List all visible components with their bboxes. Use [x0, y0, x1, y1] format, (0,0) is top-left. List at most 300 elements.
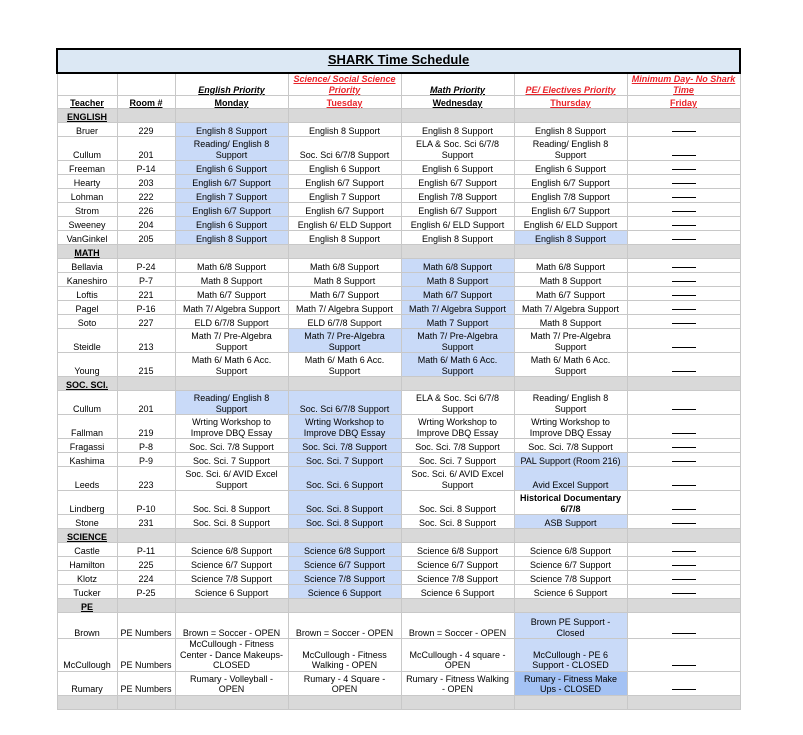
priority-header: Math Priority: [401, 73, 514, 96]
friday-cell: [627, 123, 740, 137]
table-row: [57, 287, 740, 301]
schedule-cell: Math 8 Support: [514, 315, 627, 329]
schedule-cell: Science 7/8 Support: [514, 571, 627, 585]
teacher-cell: Fragassi: [57, 439, 117, 453]
table-row: [57, 543, 740, 557]
section-filler: [175, 109, 288, 123]
schedule-cell: Math 6/ Math 6 Acc. Support: [401, 353, 514, 377]
schedule-cell: English 6/7 Support: [401, 203, 514, 217]
teacher-cell: Castle: [57, 543, 117, 557]
schedule-cell: Math 6/7 Support: [401, 287, 514, 301]
room-cell: P-16: [117, 301, 175, 315]
schedule-cell: Reading/ English 8 Support: [175, 137, 288, 161]
section-filler: [401, 695, 514, 709]
friday-blank: [672, 211, 696, 212]
schedule-cell: Math 6/7 Support: [514, 287, 627, 301]
friday-cell: [627, 329, 740, 353]
friday-blank: [672, 633, 696, 634]
schedule-cell: Math 6/7 Support: [288, 287, 401, 301]
schedule-cell: Soc. Sci. 6/ AVID Excel Support: [175, 467, 288, 491]
schedule-cell: Math 7/ Pre-Algebra Support: [514, 329, 627, 353]
friday-cell: [627, 543, 740, 557]
schedule-cell: Brown PE Support - Closed: [514, 613, 627, 639]
schedule-cell: Brown = Soccer - OPEN: [288, 613, 401, 639]
table-row: [57, 439, 740, 453]
schedule-cell: Science 6 Support: [175, 585, 288, 599]
friday-blank: [672, 197, 696, 198]
section-filler: [288, 377, 401, 391]
friday-blank: [672, 239, 696, 240]
friday-blank: [672, 433, 696, 434]
table-row: [57, 613, 740, 639]
schedule-cell: Math 6/ Math 6 Acc. Support: [175, 353, 288, 377]
friday-blank: [672, 323, 696, 324]
friday-cell: [627, 391, 740, 415]
schedule-cell: Brown = Soccer - OPEN: [401, 613, 514, 639]
room-cell: 219: [117, 415, 175, 439]
schedule-cell: Soc. Sci. 8 Support: [288, 515, 401, 529]
friday-blank: [672, 155, 696, 156]
schedule-cell: Rumary - Fitness Make Ups - CLOSED: [514, 671, 627, 695]
teacher-cell: Cullum: [57, 391, 117, 415]
schedule-cell: Soc. Sci. 7/8 Support: [514, 439, 627, 453]
teacher-cell: Bruer: [57, 123, 117, 137]
room-cell: 222: [117, 189, 175, 203]
friday-blank: [672, 169, 696, 170]
schedule-cell: Math 6/7 Support: [175, 287, 288, 301]
schedule-cell: English 7/8 Support: [401, 189, 514, 203]
table-row: [57, 671, 740, 695]
section-filler: [627, 377, 740, 391]
table-row: [57, 161, 740, 175]
schedule-cell: English 6 Support: [175, 217, 288, 231]
schedule-cell: English 8 Support: [514, 123, 627, 137]
room-cell: 227: [117, 315, 175, 329]
room-cell: P-25: [117, 585, 175, 599]
schedule-cell: Soc. Sci. 8 Support: [288, 491, 401, 515]
friday-blank: [672, 267, 696, 268]
friday-cell: [627, 287, 740, 301]
room-cell: PE Numbers: [117, 613, 175, 639]
teacher-cell: McCullough: [57, 639, 117, 672]
schedule-cell: Soc. Sci. 7 Support: [401, 453, 514, 467]
friday-blank: [672, 665, 696, 666]
schedule-cell: Science 6/7 Support: [514, 557, 627, 571]
room-cell: P-9: [117, 453, 175, 467]
friday-cell: [627, 671, 740, 695]
friday-cell: [627, 439, 740, 453]
schedule-cell: Avid Excel Support: [514, 467, 627, 491]
friday-cell: [627, 613, 740, 639]
section-filler: [627, 529, 740, 543]
schedule-cell: English 6/7 Support: [514, 203, 627, 217]
friday-cell: [627, 175, 740, 189]
schedule-cell: English 8 Support: [288, 231, 401, 245]
schedule-table: [56, 48, 741, 710]
teacher-cell: Pagel: [57, 301, 117, 315]
friday-blank: [672, 565, 696, 566]
section-filler: [117, 695, 175, 709]
room-cell: 201: [117, 137, 175, 161]
room-cell: P-8: [117, 439, 175, 453]
schedule-cell: English 8 Support: [401, 231, 514, 245]
schedule-cell: ELA & Soc. Sci 6/7/8 Support: [401, 391, 514, 415]
section-label: PE: [57, 599, 117, 613]
section-filler: [401, 245, 514, 259]
teacher-cell: Steidle: [57, 329, 117, 353]
schedule-cell: Soc. Sci. 7/8 Support: [175, 439, 288, 453]
schedule-cell: Math 7 Support: [401, 315, 514, 329]
friday-blank: [672, 409, 696, 410]
schedule-cell: English 6/7 Support: [175, 175, 288, 189]
schedule-cell: Science 6/8 Support: [401, 543, 514, 557]
table-row: [57, 175, 740, 189]
friday-cell: [627, 301, 740, 315]
friday-cell: [627, 231, 740, 245]
schedule-cell: English 6/7 Support: [175, 203, 288, 217]
table-row: [57, 639, 740, 672]
section-filler: [175, 599, 288, 613]
schedule-cell: Soc. Sci. 8 Support: [175, 515, 288, 529]
teacher-cell: Hamilton: [57, 557, 117, 571]
schedule-cell: Soc. Sci. 7/8 Support: [401, 439, 514, 453]
friday-cell: [627, 315, 740, 329]
schedule-cell: Math 6/ Math 6 Acc. Support: [514, 353, 627, 377]
schedule-cell: Rumary - 4 Square - OPEN: [288, 671, 401, 695]
section-label: MATH: [57, 245, 117, 259]
teacher-cell: Hearty: [57, 175, 117, 189]
friday-blank: [672, 523, 696, 524]
schedule-cell: Science 6/8 Support: [514, 543, 627, 557]
schedule-cell: Math 6/8 Support: [175, 259, 288, 273]
room-cell: 223: [117, 467, 175, 491]
teacher-cell: Freeman: [57, 161, 117, 175]
schedule-cell: English 6 Support: [514, 161, 627, 175]
friday-blank: [672, 485, 696, 486]
schedule-cell: ELD 6/7/8 Support: [175, 315, 288, 329]
schedule-cell: ASB Support: [514, 515, 627, 529]
schedule-cell: Science 6/8 Support: [288, 543, 401, 557]
table-row: [57, 189, 740, 203]
schedule-cell: Wrting Workshop to Improve DBQ Essay: [288, 415, 401, 439]
page-title: SHARK Time Schedule: [327, 52, 470, 68]
section-filler: [401, 109, 514, 123]
table-row: [57, 515, 740, 529]
friday-blank: [672, 461, 696, 462]
priority-header: Minimum Day- No Shark Time: [627, 73, 740, 96]
schedule-cell: Soc. Sci 6/7/8 Support: [288, 391, 401, 415]
friday-blank: [672, 509, 696, 510]
section-label: SOC. SCI.: [57, 377, 117, 391]
schedule-cell: Brown = Soccer - OPEN: [175, 613, 288, 639]
section-filler: [288, 695, 401, 709]
friday-blank: [672, 309, 696, 310]
section-filler: [627, 245, 740, 259]
schedule-cell: Math 6/8 Support: [288, 259, 401, 273]
table-row: [57, 571, 740, 585]
friday-cell: [627, 217, 740, 231]
section-filler: [57, 695, 117, 709]
teacher-cell: VanGinkel: [57, 231, 117, 245]
teacher-cell: Klotz: [57, 571, 117, 585]
teacher-cell: Soto: [57, 315, 117, 329]
priority-header: English Priority: [175, 73, 288, 96]
schedule-cell: Soc. Sci. 6 Support: [288, 467, 401, 491]
schedule-cell: English 7 Support: [288, 189, 401, 203]
room-cell: 204: [117, 217, 175, 231]
day-header: Tuesday: [288, 96, 401, 109]
table-row: [57, 353, 740, 377]
schedule-cell: Soc. Sci. 7 Support: [288, 453, 401, 467]
friday-cell: [627, 273, 740, 287]
schedule-cell: Math 7/ Pre-Algebra Support: [288, 329, 401, 353]
room-cell: P-11: [117, 543, 175, 557]
schedule-cell: Science 7/8 Support: [288, 571, 401, 585]
section-filler: [175, 377, 288, 391]
schedule-cell: Science 6/8 Support: [175, 543, 288, 557]
room-cell: 226: [117, 203, 175, 217]
schedule-cell: Science 6/7 Support: [175, 557, 288, 571]
schedule-cell: ELD 6/7/8 Support: [288, 315, 401, 329]
room-cell: P-7: [117, 273, 175, 287]
schedule-cell: Math 7/ Pre-Algebra Support: [175, 329, 288, 353]
room-cell: 221: [117, 287, 175, 301]
schedule-cell: Science 6 Support: [401, 585, 514, 599]
schedule-cell: English 7/8 Support: [514, 189, 627, 203]
teacher-cell: Stone: [57, 515, 117, 529]
header-blank: [57, 73, 117, 96]
priority-header: Science/ Social Science Priority: [288, 73, 401, 96]
schedule-cell: Soc. Sci. 8 Support: [401, 515, 514, 529]
schedule-cell: Math 7/ Algebra Support: [288, 301, 401, 315]
schedule-cell: Reading/ English 8 Support: [175, 391, 288, 415]
teacher-cell: Kashima: [57, 453, 117, 467]
schedule-cell: English 8 Support: [288, 123, 401, 137]
schedule-cell: Math 8 Support: [514, 273, 627, 287]
schedule-cell: Math 7/ Pre-Algebra Support: [401, 329, 514, 353]
table-row: [57, 315, 740, 329]
friday-cell: [627, 585, 740, 599]
schedule-cell: English 6/ ELD Support: [514, 217, 627, 231]
schedule-cell: McCullough - Fitness Walking - OPEN: [288, 639, 401, 672]
friday-blank: [672, 447, 696, 448]
schedule-cell: Math 7/ Algebra Support: [514, 301, 627, 315]
schedule-cell: Soc. Sci 6/7/8 Support: [288, 137, 401, 161]
schedule-cell: English 7 Support: [175, 189, 288, 203]
section-filler: [117, 529, 175, 543]
schedule-cell: English 6/7 Support: [401, 175, 514, 189]
friday-blank: [672, 371, 696, 372]
room-cell: 205: [117, 231, 175, 245]
room-cell: 224: [117, 571, 175, 585]
room-cell: 213: [117, 329, 175, 353]
schedule-cell: Soc. Sci. 7 Support: [175, 453, 288, 467]
schedule-cell: Historical Documentary 6/7/8: [514, 491, 627, 515]
schedule-cell: Math 7/ Algebra Support: [401, 301, 514, 315]
table-row: [57, 467, 740, 491]
schedule-cell: Science 6 Support: [514, 585, 627, 599]
section-filler: [288, 529, 401, 543]
schedule-cell: Soc. Sci. 7/8 Support: [288, 439, 401, 453]
room-cell: 203: [117, 175, 175, 189]
friday-blank: [672, 183, 696, 184]
friday-cell: [627, 491, 740, 515]
teacher-cell: Lohman: [57, 189, 117, 203]
schedule-cell: Wrting Workshop to Improve DBQ Essay: [175, 415, 288, 439]
table-row: [57, 391, 740, 415]
section-filler: [401, 599, 514, 613]
teacher-cell: Sweeney: [57, 217, 117, 231]
day-header: Wednesday: [401, 96, 514, 109]
room-cell: P-14: [117, 161, 175, 175]
room-cell: 229: [117, 123, 175, 137]
schedule-cell: English 6/7 Support: [288, 175, 401, 189]
room-cell: 215: [117, 353, 175, 377]
teacher-cell: Brown: [57, 613, 117, 639]
friday-cell: [627, 639, 740, 672]
section-filler: [288, 599, 401, 613]
schedule-cell: Science 7/8 Support: [175, 571, 288, 585]
schedule-cell: Science 6/7 Support: [401, 557, 514, 571]
schedule-cell: Soc. Sci. 8 Support: [401, 491, 514, 515]
teacher-cell: Cullum: [57, 137, 117, 161]
friday-cell: [627, 189, 740, 203]
section-filler: [514, 599, 627, 613]
table-row: [57, 259, 740, 273]
priority-header: PE/ Electives Priority: [514, 73, 627, 96]
friday-blank: [672, 295, 696, 296]
section-filler: [514, 529, 627, 543]
table-row: [57, 203, 740, 217]
schedule-cell: English 8 Support: [514, 231, 627, 245]
friday-blank: [672, 551, 696, 552]
schedule-cell: Reading/ English 8 Support: [514, 391, 627, 415]
section-filler: [288, 245, 401, 259]
friday-cell: [627, 161, 740, 175]
table-row: [57, 453, 740, 467]
day-header: Thursday: [514, 96, 627, 109]
header-blank: [117, 73, 175, 96]
friday-blank: [672, 579, 696, 580]
schedule-cell: Wrting Workshop to Improve DBQ Essay: [401, 415, 514, 439]
schedule-cell: Math 7/ Algebra Support: [175, 301, 288, 315]
schedule-cell: Reading/ English 8 Support: [514, 137, 627, 161]
schedule-cell: Wrting Workshop to Improve DBQ Essay: [514, 415, 627, 439]
schedule-cell: Soc. Sci. 8 Support: [175, 491, 288, 515]
table-row: [57, 301, 740, 315]
teacher-cell: Leeds: [57, 467, 117, 491]
schedule-cell: Science 6 Support: [288, 585, 401, 599]
schedule-cell: English 6 Support: [401, 161, 514, 175]
schedule-cell: Math 8 Support: [288, 273, 401, 287]
schedule-cell: McCullough - Fitness Center - Dance Makeups- CLOSED: [175, 639, 288, 672]
table-row: [57, 329, 740, 353]
friday-blank: [672, 689, 696, 690]
schedule-cell: Math 6/ Math 6 Acc. Support: [288, 353, 401, 377]
title-cell: [57, 49, 740, 73]
friday-cell: [627, 259, 740, 273]
schedule-cell: Soc. Sci. 6/ AVID Excel Support: [401, 467, 514, 491]
friday-cell: [627, 137, 740, 161]
table-row: [57, 491, 740, 515]
section-filler: [117, 245, 175, 259]
section-filler: [175, 695, 288, 709]
teacher-cell: Lindberg: [57, 491, 117, 515]
teacher-cell: Young: [57, 353, 117, 377]
table-row: [57, 231, 740, 245]
teacher-cell: Kaneshiro: [57, 273, 117, 287]
section-filler: [175, 245, 288, 259]
schedule-cell: Math 8 Support: [175, 273, 288, 287]
section-filler: [401, 377, 514, 391]
schedule-cell: English 6/ ELD Support: [288, 217, 401, 231]
friday-cell: [627, 415, 740, 439]
schedule-cell: English 6/7 Support: [288, 203, 401, 217]
room-header: Room #: [117, 96, 175, 109]
section-filler: [117, 599, 175, 613]
friday-cell: [627, 453, 740, 467]
room-cell: 231: [117, 515, 175, 529]
teacher-cell: Tucker: [57, 585, 117, 599]
schedule-cell: Math 6/8 Support: [514, 259, 627, 273]
room-cell: PE Numbers: [117, 671, 175, 695]
teacher-cell: Loftis: [57, 287, 117, 301]
section-filler: [627, 695, 740, 709]
section-filler: [627, 599, 740, 613]
table-row: [57, 137, 740, 161]
schedule-cell: McCullough - PE 6 Support - CLOSED: [514, 639, 627, 672]
section-label: ENGLISH: [57, 109, 117, 123]
section-filler: [117, 109, 175, 123]
teacher-cell: Bellavia: [57, 259, 117, 273]
friday-blank: [672, 225, 696, 226]
day-header: Monday: [175, 96, 288, 109]
friday-cell: [627, 467, 740, 491]
room-cell: P-10: [117, 491, 175, 515]
table-row: [57, 557, 740, 571]
room-cell: P-24: [117, 259, 175, 273]
room-cell: 201: [117, 391, 175, 415]
teacher-cell: Rumary: [57, 671, 117, 695]
schedule-cell: English 6 Support: [288, 161, 401, 175]
room-cell: PE Numbers: [117, 639, 175, 672]
section-filler: [175, 529, 288, 543]
table-row: [57, 415, 740, 439]
schedule-cell: English 8 Support: [401, 123, 514, 137]
schedule-cell: McCullough - 4 square - OPEN: [401, 639, 514, 672]
section-filler: [627, 109, 740, 123]
section-filler: [514, 695, 627, 709]
schedule-cell: English 8 Support: [175, 231, 288, 245]
friday-blank: [672, 593, 696, 594]
schedule-cell: Science 7/8 Support: [401, 571, 514, 585]
section-filler: [288, 109, 401, 123]
schedule-cell: English 6/7 Support: [514, 175, 627, 189]
friday-cell: [627, 353, 740, 377]
section-filler: [514, 245, 627, 259]
schedule-cell: Science 6/7 Support: [288, 557, 401, 571]
teacher-cell: Fallman: [57, 415, 117, 439]
schedule-cell: English 6/ ELD Support: [401, 217, 514, 231]
friday-cell: [627, 557, 740, 571]
table-row: [57, 585, 740, 599]
section-filler: [514, 377, 627, 391]
section-filler: [514, 109, 627, 123]
schedule-cell: English 6 Support: [175, 161, 288, 175]
schedule-cell: Math 6/8 Support: [401, 259, 514, 273]
friday-blank: [672, 131, 696, 132]
section-filler: [117, 377, 175, 391]
